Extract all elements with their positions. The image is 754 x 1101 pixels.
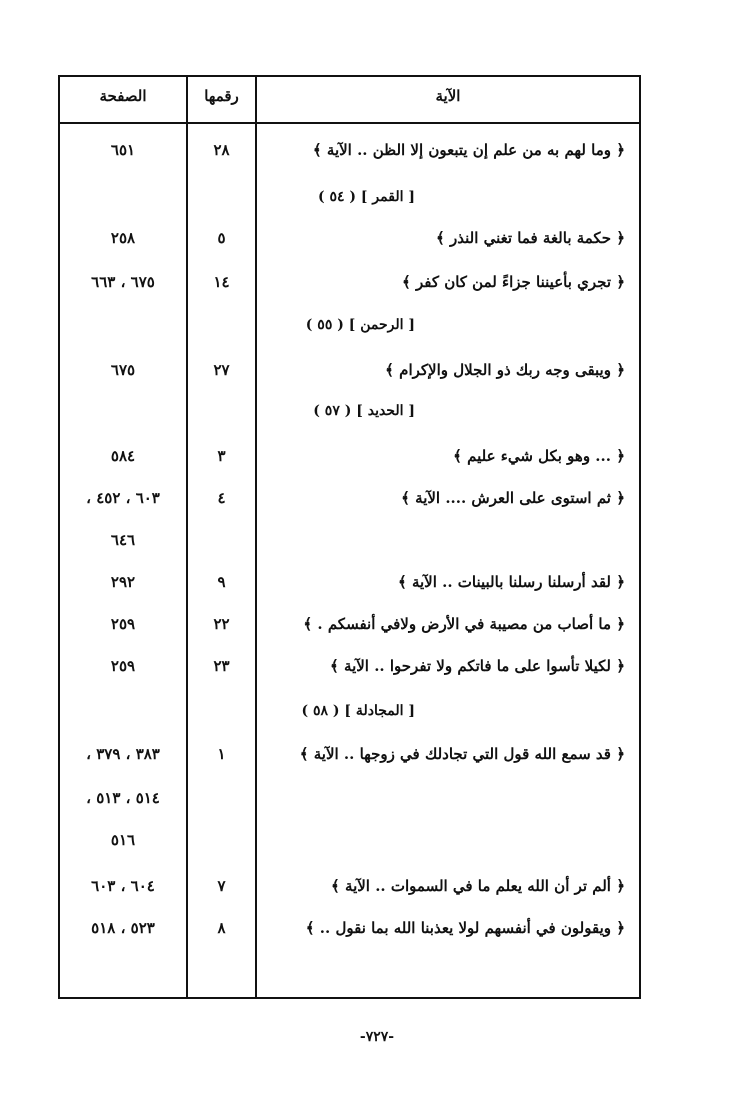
- table-row: [60, 489, 639, 519]
- page-reference: ، ٣٨٣ ، ٣٧٩: [86, 745, 160, 763]
- table-row: [60, 229, 639, 259]
- ayah-text: ﴿ وما لهم به من علم إن يتبعون إلا الظن .. الآية ﴾: [312, 141, 625, 159]
- table-row: [60, 789, 639, 819]
- table-row: [60, 361, 639, 391]
- ayah-number: ١: [217, 745, 226, 763]
- page-reference: ٥٢٣ ، ٥١٨: [91, 919, 155, 937]
- surah-heading-row: [60, 317, 639, 347]
- ayah-number: ٩: [217, 573, 226, 591]
- page-reference: ٥١٦: [110, 831, 136, 849]
- table-row: [60, 615, 639, 645]
- header-page: الصفحة: [99, 87, 147, 105]
- surah-heading-row: [60, 403, 639, 433]
- ayah-number: ٧: [217, 877, 226, 895]
- ayah-number: ٢٣: [213, 657, 230, 675]
- surah-heading: [ القمر ] ( ٥٤ ): [318, 189, 415, 205]
- ayah-text: ﴿ تجري بأعيننا جزاءً لمن كان كفر ﴾: [401, 273, 625, 291]
- ayah-text: ﴿ ألم تر أن الله يعلم ما في السموات .. الآية ﴾: [331, 877, 625, 895]
- page-reference: ٦٤٦: [110, 531, 136, 549]
- ayah-text: ﴿ لقد أرسلنا رسلنا بالبينات .. الآية ﴾: [397, 573, 625, 591]
- table-row: [60, 745, 639, 775]
- table-row: [60, 447, 639, 477]
- page-reference: ٢٥٩: [110, 615, 136, 633]
- table-row: [60, 919, 639, 949]
- surah-heading: [ الحديد ] ( ٥٧ ): [313, 403, 415, 419]
- page-reference: ، ٥١٤ ، ٥١٣: [86, 789, 160, 807]
- ayah-text: ﴿ ويبقى وجه ربك ذو الجلال والإكرام ﴾: [385, 361, 625, 379]
- page-number: -٧٢٧-: [359, 1029, 395, 1045]
- header-number: رقمها: [204, 87, 239, 105]
- page-reference: ٦٧٥: [110, 361, 136, 379]
- surah-heading-row: [60, 703, 639, 733]
- table-row: [60, 657, 639, 687]
- ayah-text: ﴿ حكمة بالغة فما تغني النذر ﴾: [435, 229, 625, 247]
- page-reference: ٢٩٢: [110, 573, 136, 591]
- surah-heading: [ الرحمن ] ( ٥٥ ): [305, 317, 415, 333]
- page-reference: ٦٧٥ ، ٦٦٣: [91, 273, 155, 291]
- ayah-number: ٣: [217, 447, 226, 465]
- table-row: [60, 531, 639, 561]
- page-reference: ، ٦٠٣ ، ٤٥٢: [86, 489, 160, 507]
- surah-heading-row: [60, 189, 639, 219]
- page-reference: ٦٠٤ ، ٦٠٣: [91, 877, 155, 895]
- header-divider: [60, 122, 639, 124]
- ayah-number: ٤: [217, 489, 226, 507]
- ayah-number: ٢٢: [213, 615, 230, 633]
- page-reference: ٦٥١: [110, 141, 136, 159]
- table-row: [60, 573, 639, 603]
- ayah-index-table: [58, 75, 641, 999]
- table-row: [60, 273, 639, 303]
- table-row: [60, 141, 639, 171]
- ayah-number: ١٤: [213, 273, 230, 291]
- ayah-text: ﴿ قد سمع الله قول التي تجادلك في زوجها .. الآية ﴾: [299, 745, 625, 763]
- ayah-text: ﴿ ويقولون في أنفسهم لولا يعذبنا الله بما نقول .. ﴾: [305, 919, 625, 937]
- page-reference: ٢٥٨: [110, 229, 136, 247]
- table-row: [60, 831, 639, 861]
- ayah-text: ﴿ لكيلا تأسوا على ما فاتكم ولا تفرحوا .. الآية ﴾: [330, 657, 625, 675]
- ayah-text: ﴿ ثم استوى على العرش .... الآية ﴾: [401, 489, 625, 507]
- ayah-number: ٢٧: [213, 361, 230, 379]
- table-row: [60, 877, 639, 907]
- ayah-text: ﴿ ... وهو بكل شيء عليم ﴾: [453, 447, 625, 465]
- ayah-text: ﴿ ما أصاب من مصيبة في الأرض ولافي أنفسكم . ﴾: [303, 615, 625, 633]
- page-reference: ٥٨٤: [110, 447, 136, 465]
- ayah-number: ٨: [217, 919, 226, 937]
- page-reference: ٢٥٩: [110, 657, 136, 675]
- ayah-number: ٢٨: [213, 141, 230, 159]
- header-ayah: الآية: [435, 87, 461, 105]
- ayah-number: ٥: [217, 229, 226, 247]
- surah-heading: [ المجادلة ] ( ٥٨ ): [301, 703, 415, 719]
